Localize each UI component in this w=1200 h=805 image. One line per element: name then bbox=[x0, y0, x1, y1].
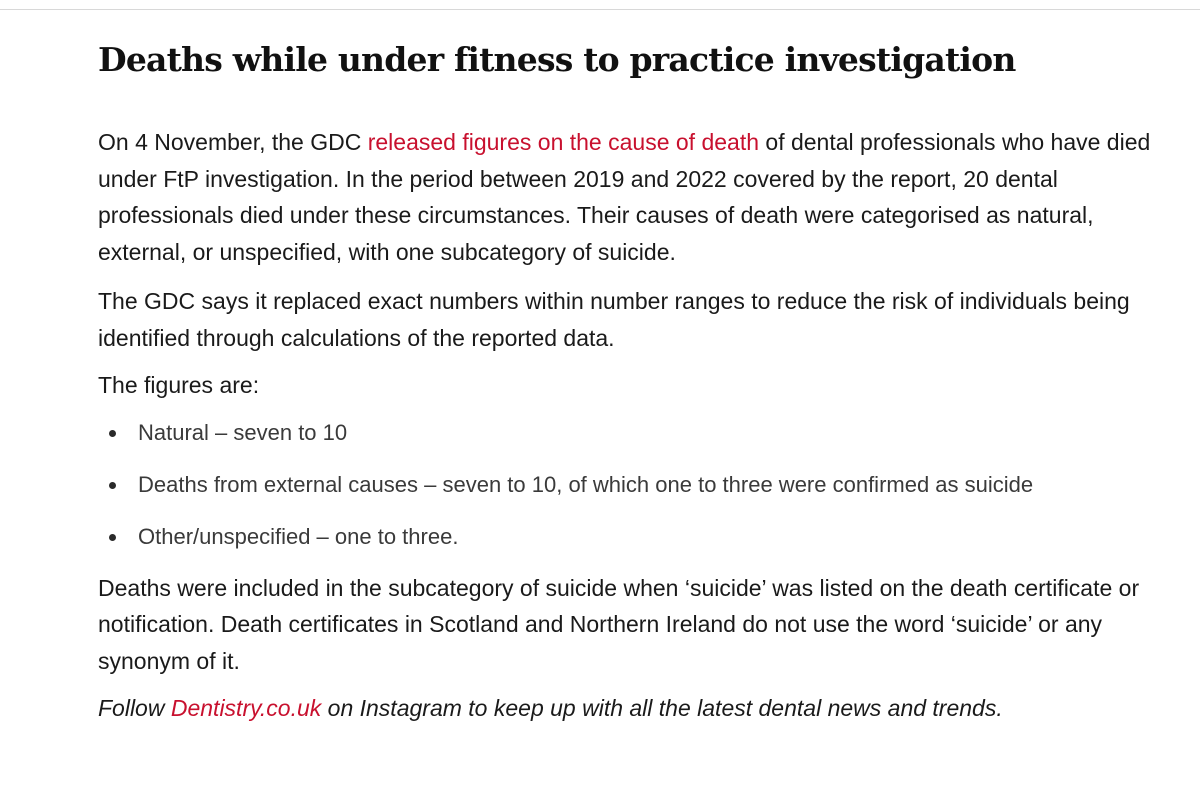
bullet-icon bbox=[109, 482, 116, 489]
list-item bbox=[98, 469, 1158, 501]
list-item bbox=[98, 417, 1158, 449]
top-divider bbox=[0, 0, 1200, 10]
article-body bbox=[98, 40, 1158, 727]
list-item-text: Other/unspecified – one to three. bbox=[138, 523, 459, 549]
follow-text-end: on Instagram to keep up with all the latest dental news and trends. bbox=[321, 695, 1003, 721]
list-item-text: Deaths from external causes – seven to 10, of which one to three were confirmed as suicide bbox=[138, 471, 1034, 497]
suicide-subcategory-paragraph: Deaths were included in the subcategory of suicide when ‘suicide’ was listed on the death certificate or notification. Death certificates in Scotland and Northern Ireland do not use the word ‘suicide’ or any synonym of it. bbox=[98, 574, 1140, 674]
bullet-icon bbox=[109, 430, 116, 437]
gdc-figures-link[interactable]: released figures on the cause of death bbox=[367, 129, 760, 155]
figures-list bbox=[98, 417, 1158, 553]
number-ranges-paragraph: The GDC says it replaced exact numbers within number ranges to reduce the risk of individuals being identified through calculations of the reported data. bbox=[98, 288, 1130, 351]
intro-text-start: On 4 November, the GDC bbox=[98, 129, 368, 155]
figures-lead-in: The figures are: bbox=[98, 372, 260, 398]
follow-promo bbox=[98, 690, 1158, 727]
dentistry-instagram-link[interactable]: Dentistry.co.uk bbox=[170, 695, 322, 721]
intro-text-end: of dental professionals who have died under FtP investigation. In the period between 2019 and 2022 covered by the report, 20 dental professionals died under these circumstances. Their causes of death were categorised as natural, external, or unspecified, with one subcategory of suicide. bbox=[98, 129, 1151, 265]
bullet-icon bbox=[109, 534, 116, 541]
list-item-text: Natural – seven to 10 bbox=[138, 419, 348, 445]
list-item bbox=[98, 521, 1158, 553]
follow-text-start: Follow bbox=[98, 695, 171, 721]
intro-paragraph bbox=[98, 124, 1158, 270]
section-heading: Deaths while under fitness to practice investigation bbox=[98, 40, 1016, 79]
